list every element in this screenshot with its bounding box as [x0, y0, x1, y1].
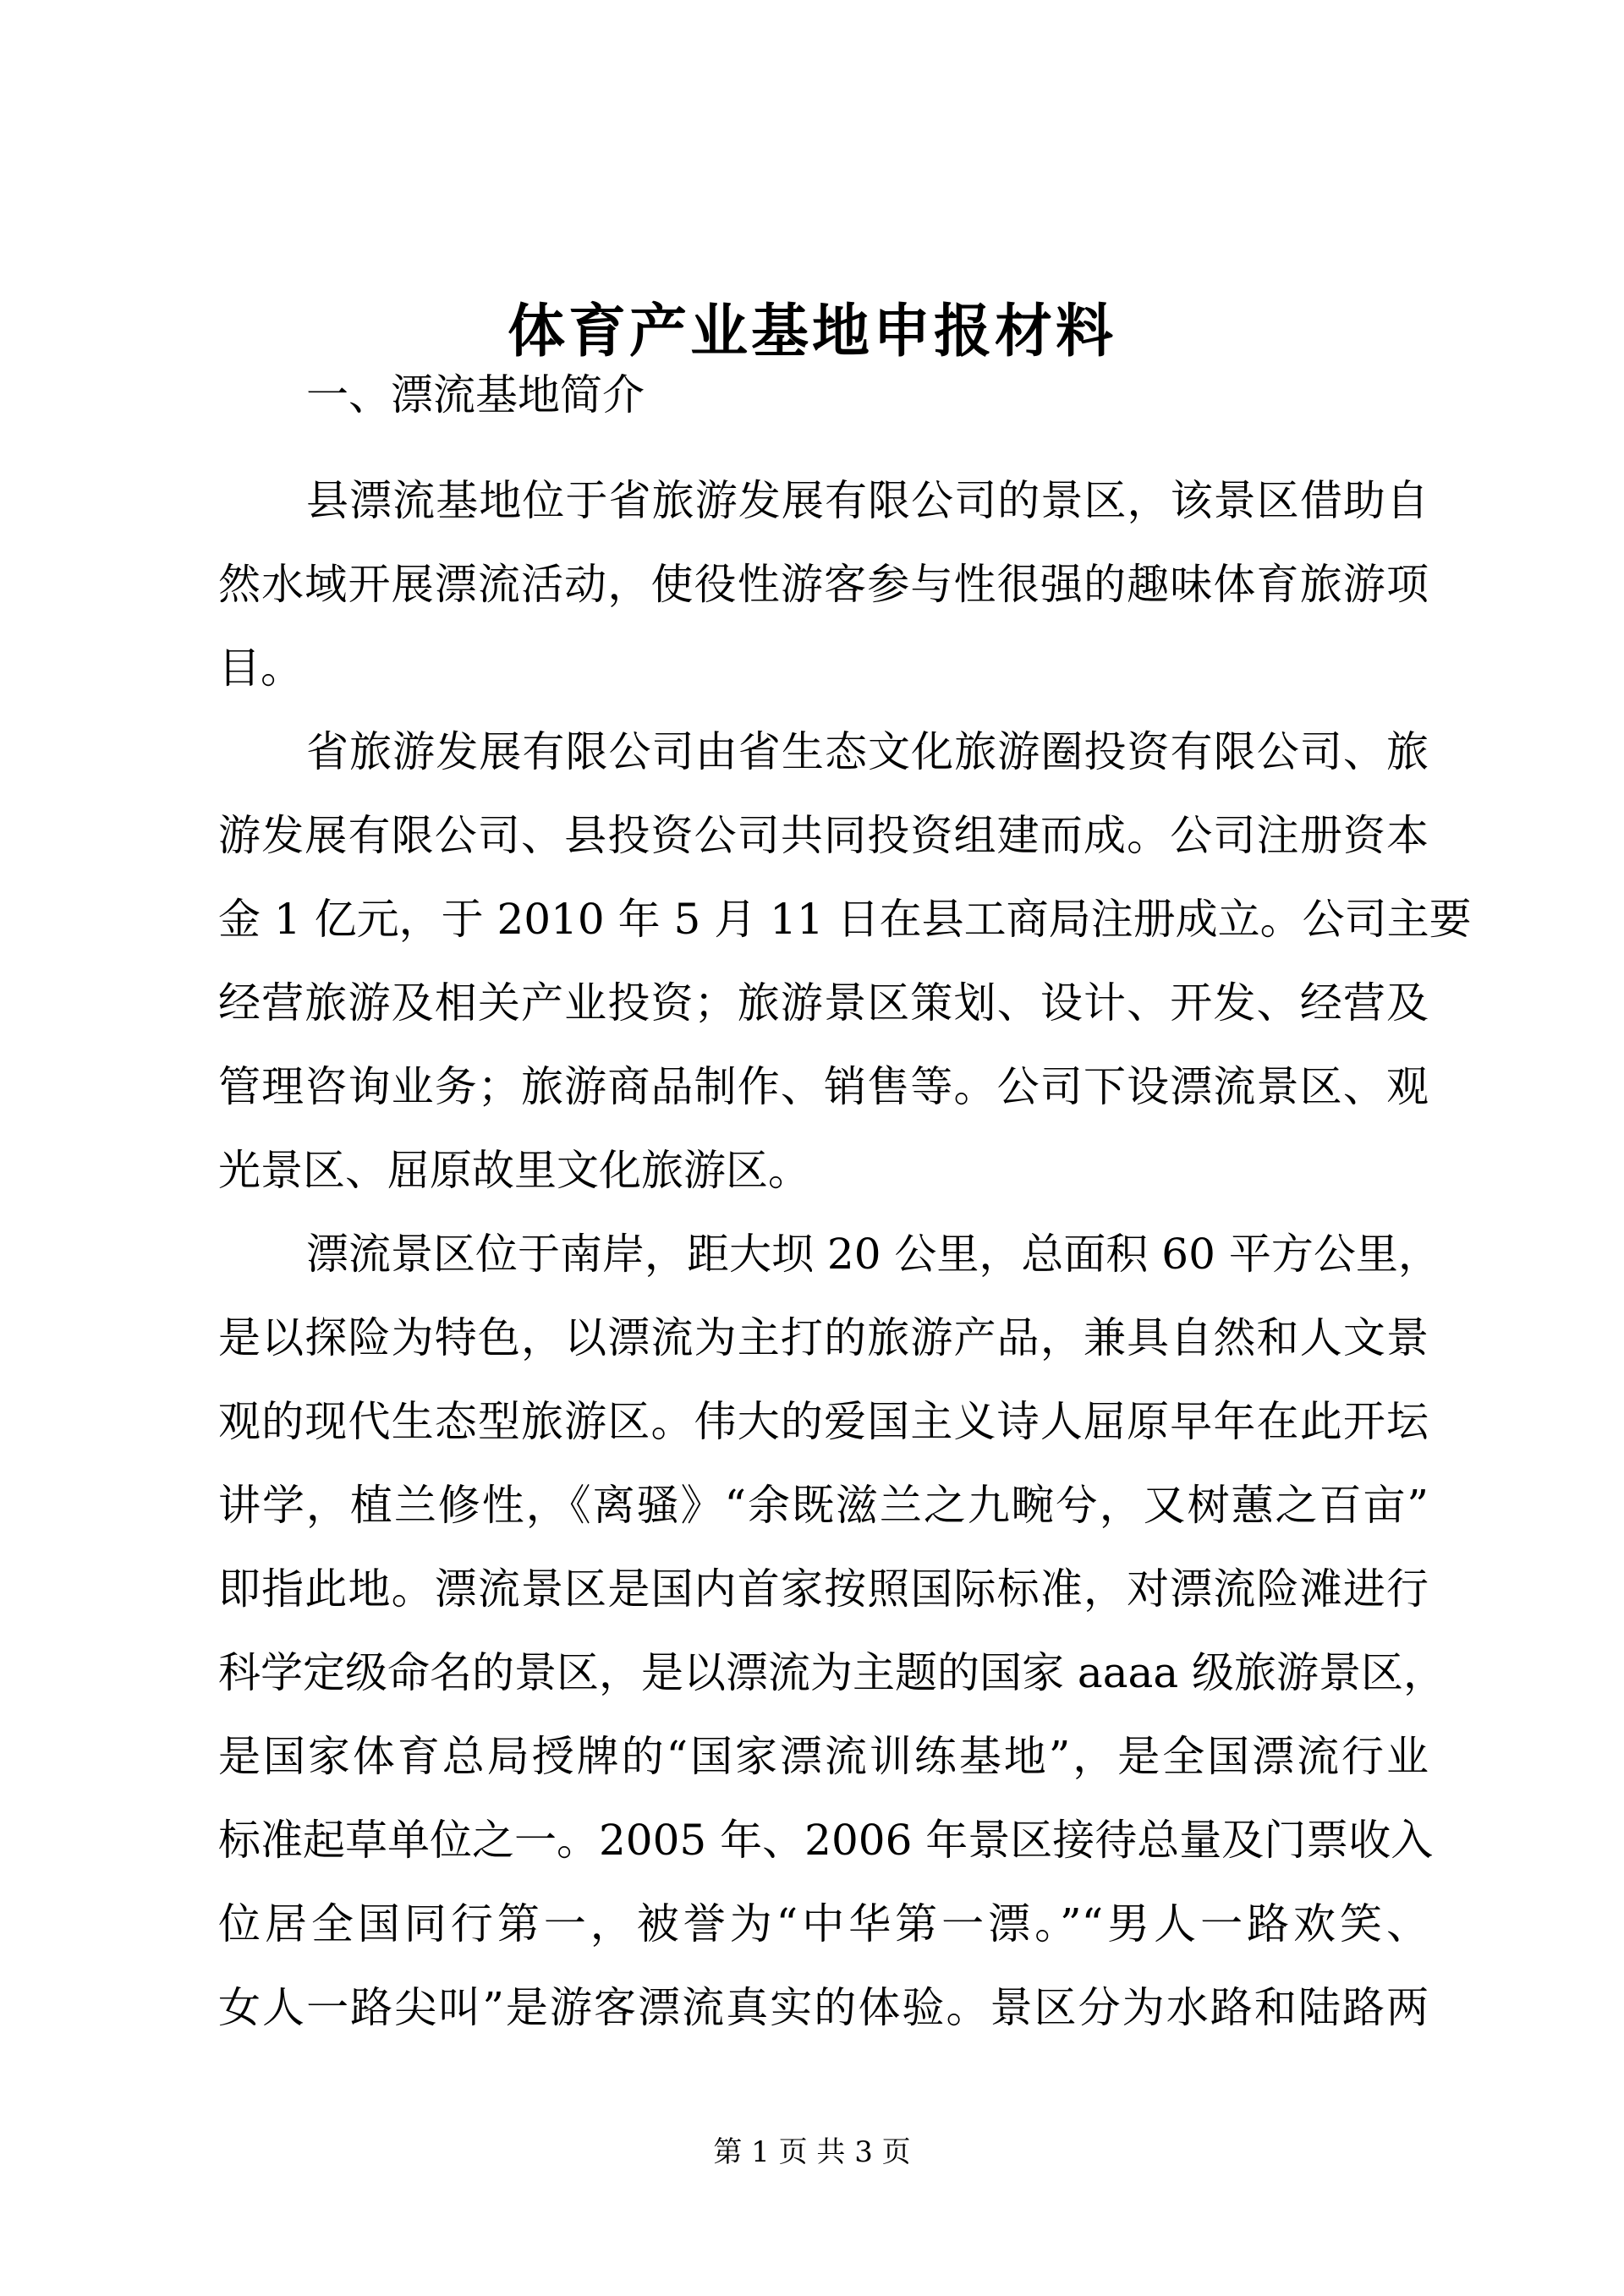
- paragraph-line: 是国家体育总局授牌的“国家漂流训练基地”，是全国漂流行业: [218, 1732, 1429, 1781]
- paragraph-line: 县漂流基地位于省旅游发展有限公司的景区，该景区借助自: [306, 476, 1429, 525]
- paragraph-line: 标准起草单位之一。2005 年、2006 年景区接待总量及门票收入: [218, 1816, 1434, 1865]
- paragraph: [218, 1213, 1446, 2050]
- page-number: 第 1 页 共 3 页: [713, 2135, 911, 2169]
- paragraph-line: 游发展有限公司、县投资公司共同投资组建而成。公司注册资本: [218, 811, 1429, 860]
- section-heading: 一、漂流基地简介: [306, 370, 645, 419]
- paragraph-line: 然水域开展漂流活动，使役性游客参与性很强的趣味体育旅游项: [218, 560, 1429, 609]
- paragraph-line: 金 1 亿元，于 2010 年 5 月 11 日在县工商局注册成立。公司主要: [218, 895, 1472, 944]
- paragraph-line: 讲学，植兰修性，《离骚》“余既滋兰之九畹兮，又树蕙之百亩”: [218, 1481, 1429, 1530]
- paragraph-line: 漂流景区位于南岸，距大坝 20 公里，总面积 60 平方公里，: [306, 1230, 1440, 1279]
- paragraph-line: 是以探险为特色，以漂流为主打的旅游产品，兼具自然和人文景: [218, 1313, 1429, 1362]
- paragraph-line: 科学定级命名的景区，是以漂流为主题的国家 aaaa 级旅游景区，: [218, 1648, 1446, 1697]
- paragraph-line: 省旅游发展有限公司由省生态文化旅游圈投资有限公司、旅: [306, 727, 1429, 776]
- paragraph-line: 观的现代生态型旅游区。伟大的爱国主义诗人屈原早年在此开坛: [218, 1397, 1429, 1446]
- paragraph: [218, 710, 1472, 1213]
- paragraph: [218, 459, 1429, 710]
- document-title: 体育产业基地申报材料: [507, 298, 1116, 365]
- paragraph-line: 即指此地。漂流景区是国内首家按照国际标准，对漂流险滩进行: [218, 1564, 1429, 1614]
- paragraphs: [218, 459, 1472, 2050]
- document-body: [218, 353, 1472, 2050]
- paragraph-line: 经营旅游及相关产业投资；旅游景区策划、设计、开发、经营及: [218, 978, 1429, 1027]
- paragraph-line: 光景区、屈原故里文化旅游区。: [218, 1146, 810, 1195]
- paragraph-line: 位居全国同行第一，被誉为“中华第一漂。”“男人一路欢笑、: [218, 1899, 1429, 1948]
- paragraph-line: 目。: [218, 644, 303, 693]
- paragraph-line: 管理咨询业务；旅游商品制作、销售等。公司下设漂流景区、观: [218, 1062, 1429, 1111]
- paragraph-line: 女人一路尖叫”是游客漂流真实的体验。景区分为水路和陆路两: [218, 1983, 1429, 2032]
